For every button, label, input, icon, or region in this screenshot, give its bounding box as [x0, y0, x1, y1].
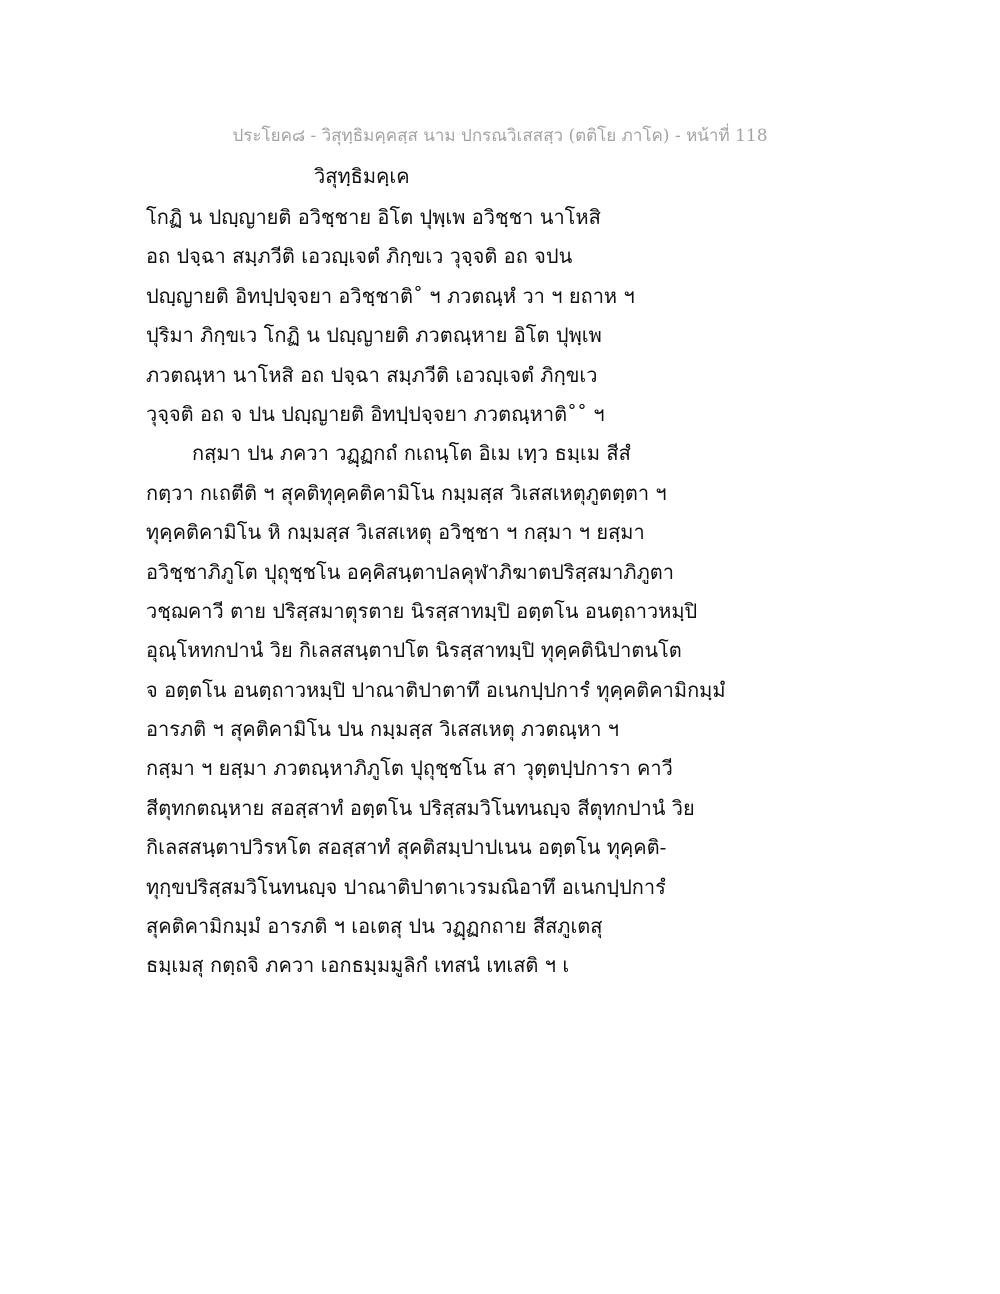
text-line: อวิชฺชาภิภูโต ปุถุชฺชโน อคฺคิสนฺตาปลคุฬาภิฆาตปริสฺสมาภิภูตา [146, 559, 674, 584]
text-line: วุจฺจติ อถ จ ปน ปญฺญายติ อิทปฺปจฺจยา ภวตณฺหาติ˚˚ ฯ [146, 401, 605, 426]
text-line: ธมฺเมสุ กตฺถจิ ภควา เอกธมฺมมูลิกํ เทสนํ เทเสติ ฯ เ [146, 953, 570, 978]
text-line: อุณฺโหทกปานํ วิย กิเลสสนฺตาปโต นิรสฺสาทมฺปิ ทุคฺคตินิปาตนโต [146, 638, 682, 663]
text-line: สีตุทกตณฺหาย สอสฺสาทํ อตฺตโน ปริสฺสมวิโนทนญฺจ สีตุทกปานํ วิย [146, 795, 695, 820]
running-header: ประโยค๘ - วิสุทฺธิมคฺคสฺส นาม ปกรณวิเสสสฺว (ตติโย ภาโค) - หน้าที่ 118 [232, 126, 768, 146]
text-line: จ อตฺตโน อนตฺถาวหมฺปิ ปาณาติปาตาทึ อเนกปฺปการํ ทุคฺคติคามิกมฺมํ [146, 677, 726, 702]
paragraph-start-line: กสฺมา ปน ภควา วฏฺฏกถํ กเถนฺโต อิเม เทฺว ธมฺเม สีสํ [192, 441, 631, 466]
text-line: ทุกฺขปริสฺสมวิโนทนญฺจ ปาณาติปาตาเวรมณิอาทึ อเนกปฺปการํ [146, 874, 666, 899]
text-line: ภวตณฺหา นาโหสิ อถ ปจฺฉา สมฺภวีติ เอวญฺเจตํ ภิกฺขเว [146, 362, 598, 387]
text-line: กิเลสสนฺตาปวิรหโต สอสฺสาทํ สุคติสมฺปาปเนน อตฺตโน ทุคฺคติ- [146, 835, 667, 860]
text-line: อารภติ ฯ สุคติคามิโน ปน กมฺมสฺส วิเสสเหตุ ภวตณฺหา ฯ [146, 717, 620, 742]
body-text [146, 198, 866, 986]
text-line: อถ ปจฺฉา สมฺภวีติ เอวญฺเจตํ ภิกฺขเว วุจฺจติ อถ จปน [146, 244, 573, 269]
text-line: ปุริมา ภิกฺขเว โกฏิ น ปญฺญายติ ภวตณฺหาย อิโต ปุพฺเพ [146, 323, 602, 348]
text-line: วชฺฌคาวี ตาย ปริสฺสมาตุรตาย นิรสฺสาทมฺปิ อตฺตโน อนตฺถาวหมฺปิ [146, 598, 698, 623]
text-line: ปญฺญายติ อิทปฺปจฺจยา อวิชฺชาติ˚ ฯ ภวตณฺหํ วา ฯ ยถาห ฯ [146, 283, 635, 308]
text-line: สุคติคามิกมฺมํ อารภติ ฯ เอเตสุ ปน วฏฺฏกถาย สีสภูเตสุ [146, 914, 603, 939]
text-line: โกฏิ น ปญฺญายติ อวิชฺชาย อิโต ปุพฺเพ อวิชฺชา นาโหสิ [146, 205, 601, 229]
text-line: กตฺวา กเถตีติ ฯ สุคติทุคฺคติคามิโน กมฺมสฺส วิเสสเหตุภูตตฺตา ฯ [146, 480, 667, 505]
text-line: กสฺมา ฯ ยสฺมา ภวตณฺหาภิภูโต ปุถุชฺชโน สา วุตฺตปฺปการา คาวี [146, 756, 673, 781]
section-title: วิสุทฺธิมคฺเค [314, 164, 410, 188]
text-line: ทุคฺคติคามิโน หิ กมฺมสฺส วิเสสเหตุ อวิชฺชา ฯ กสฺมา ฯ ยสฺมา [146, 520, 645, 545]
